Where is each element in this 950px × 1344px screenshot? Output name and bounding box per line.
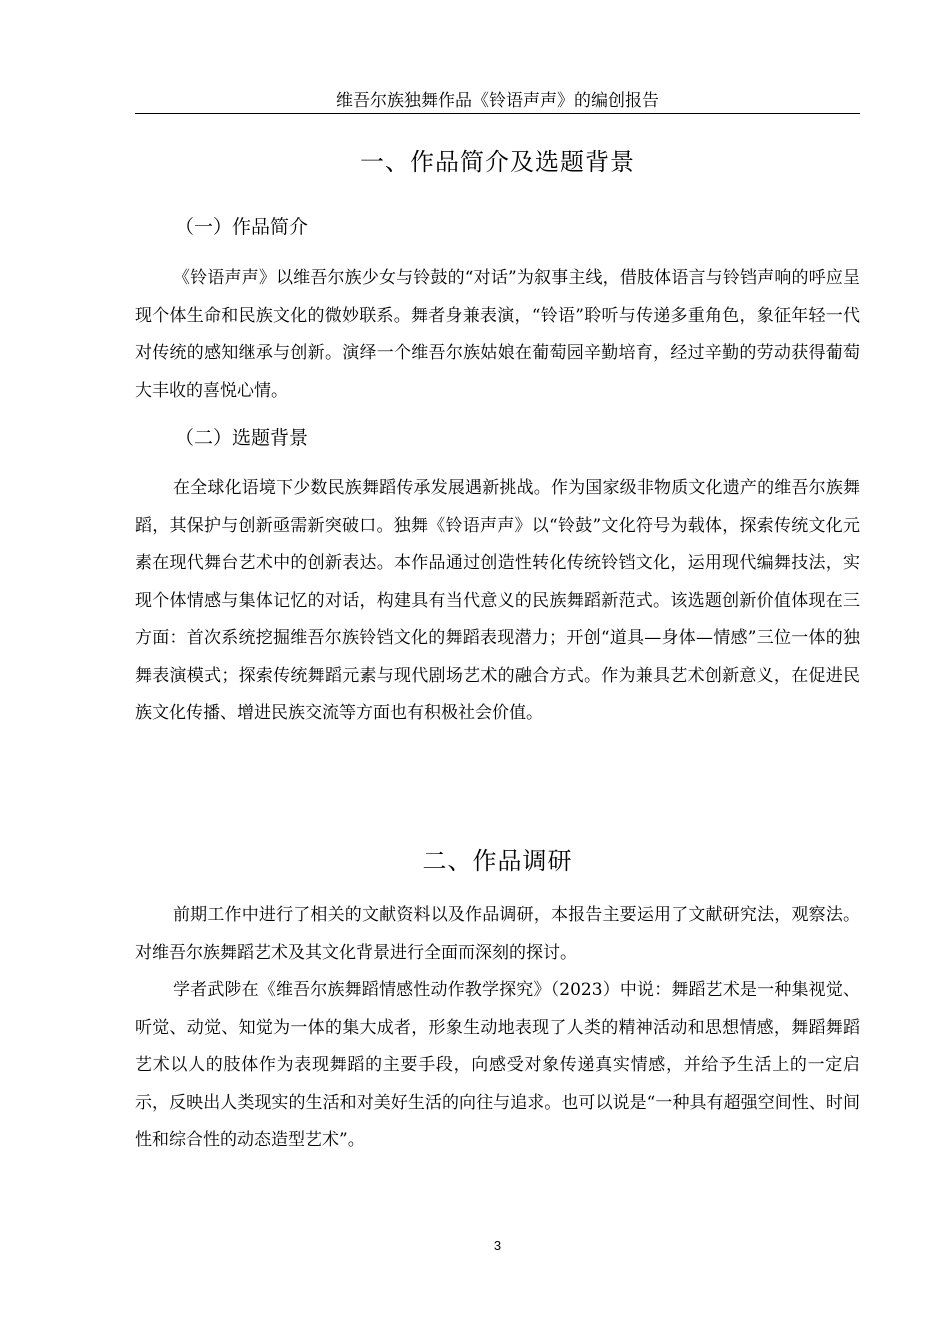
- subsection-1-heading: （一）作品简介: [175, 216, 309, 238]
- section-1-heading: 一、作品简介及选题背景: [360, 148, 635, 176]
- running-header: 维吾尔族独舞作品《铃语声声》的编创报告: [336, 91, 659, 111]
- subsection-1-paragraph: 《铃语声声》以维吾尔族少女与铃鼓的“对话”为叙事主线，借肢体语言与铃铛声响的呼应呈现个体生命和民族文化的微妙联系。舞者身兼表演，“铃语”聆听与传递多重角色，象征年轻一代对传统的感知继承与创新。演绎一个维吾尔族姑娘在葡萄园辛勤培育，经过辛勤的劳动获得葡萄大丰收的喜悦心情。: [135, 268, 860, 401]
- section-2-heading: 二、作品调研: [422, 847, 573, 875]
- section-2-paragraph-1: 前期工作中进行了相关的文献资料以及作品调研，本报告主要运用了文献研究法，观察法。对维吾尔族舞蹈艺术及其文化背景进行全面而深刻的探讨。: [135, 905, 860, 963]
- subsection-2-heading: （二）选题背景: [175, 427, 309, 449]
- page-number: 3: [493, 1238, 502, 1253]
- section-2-paragraph-2: 学者武陟在《维吾尔族舞蹈情感性动作教学探究》（2023）中说：舞蹈艺术是一种集视觉、听觉、动觉、知觉为一体的集大成者，形象生动地表现了人类的精神活动和思想情感，舞蹈舞蹈艺术以人的肢体作为表现舞蹈的主要手段，向感受对象传递真实情感，并给予生活上的一定启示，反映出人类现实的生活和对美好生活的向往与追求。也可以说是“一种具有超强空间性、时间性和综合性的动态造型艺术”。: [135, 980, 860, 1150]
- subsection-2-paragraph: 在全球化语境下少数民族舞蹈传承发展遇新挑战。作为国家级非物质文化遗产的维吾尔族舞蹈，其保护与创新亟需新突破口。独舞《铃语声声》以“铃鼓”文化符号为载体，探索传统文化元素在现代舞台艺术中的创新表达。本作品通过创造性转化传统铃铛文化，运用现代编舞技法，实现个体情感与集体记忆的对话，构建具有当代意义的民族舞蹈新范式。该选题创新价值体现在三方面：首次系统挖掘维吾尔族铃铛文化的舞蹈表现潜力；开创“道具—身体—情感”三位一体的独舞表演模式；探索传统舞蹈元素与现代剧场艺术的融合方式。作为兼具艺术创新意义，在促进民族文化传播、增进民族交流等方面也有积极社会价值。: [135, 478, 860, 723]
- header-divider: [135, 113, 860, 114]
